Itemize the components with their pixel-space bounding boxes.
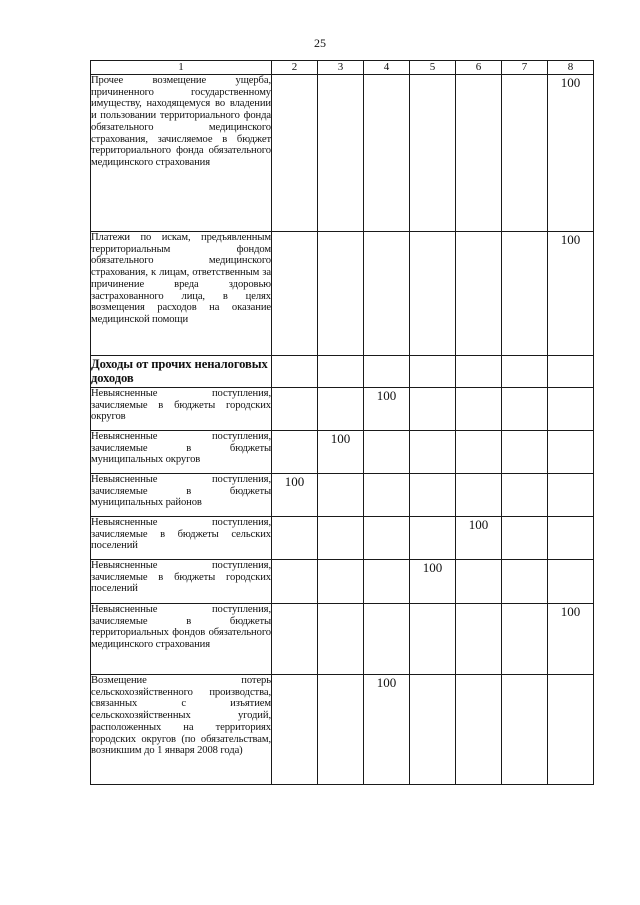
share-cell <box>272 388 318 431</box>
share-cell <box>502 675 548 785</box>
share-cell: 100 <box>548 75 594 232</box>
table-row <box>91 232 594 356</box>
share-cell <box>364 75 410 232</box>
share-cell <box>548 675 594 785</box>
share-cell: 100 <box>364 675 410 785</box>
share-cell <box>502 604 548 675</box>
share-cell <box>364 604 410 675</box>
revenue-description: Невыясненные поступления, зачисляемые в бюджеты муниципальных районов <box>91 474 272 517</box>
share-cell <box>502 431 548 474</box>
revenue-description: Прочее возмещение ущерба, причиненного государственному имуществу, находящемуся во владении и пользовании территориального фонда обязательного медицинского страхования, зачисляемое в бюджет территориального фонда обязательного медицинского страхования <box>91 75 272 232</box>
share-cell <box>410 675 456 785</box>
share-cell <box>456 675 502 785</box>
share-cell <box>318 356 364 388</box>
share-cell: 100 <box>318 431 364 474</box>
share-cell <box>410 232 456 356</box>
column-header: 7 <box>502 61 548 75</box>
share-cell <box>318 560 364 604</box>
column-header: 4 <box>364 61 410 75</box>
share-cell <box>318 517 364 560</box>
share-cell <box>456 604 502 675</box>
table-row <box>91 604 594 675</box>
share-cell <box>548 474 594 517</box>
share-cell <box>502 474 548 517</box>
share-cell <box>318 675 364 785</box>
share-cell <box>272 75 318 232</box>
share-cell <box>548 388 594 431</box>
share-cell: 100 <box>456 517 502 560</box>
column-header: 3 <box>318 61 364 75</box>
share-cell <box>548 356 594 388</box>
share-cell <box>410 474 456 517</box>
share-cell <box>318 75 364 232</box>
share-cell <box>272 356 318 388</box>
table-row <box>91 388 594 431</box>
share-cell <box>456 560 502 604</box>
table-row <box>91 517 594 560</box>
revenue-description: Возмещение потерь сельскохозяйственного производства, связанных с изъятием сельскохозяйственных угодий, расположенных на территориях городских округов (по обязательствам, возникшим до 1 января 2008 года) <box>91 675 272 785</box>
revenue-distribution-table <box>90 60 594 785</box>
table-row <box>91 560 594 604</box>
revenue-description: Невыясненные поступления, зачисляемые в бюджеты сельских поселений <box>91 517 272 560</box>
share-cell <box>364 560 410 604</box>
share-cell <box>410 517 456 560</box>
share-cell: 100 <box>364 388 410 431</box>
share-cell <box>318 232 364 356</box>
share-cell <box>502 232 548 356</box>
share-cell <box>410 388 456 431</box>
share-cell <box>410 604 456 675</box>
share-cell <box>502 75 548 232</box>
revenue-description: Платежи по искам, предъявленным территориальным фондом обязательного медицинского страхования, к лицам, ответственным за причинение вреда здоровью застрахованного лица, в целях возмещения расходов на оказание медицинской помощи <box>91 232 272 356</box>
share-cell <box>364 356 410 388</box>
share-cell <box>410 356 456 388</box>
column-header: 6 <box>456 61 502 75</box>
share-cell <box>502 356 548 388</box>
share-cell: 100 <box>272 474 318 517</box>
column-header: 5 <box>410 61 456 75</box>
share-cell <box>502 560 548 604</box>
share-cell <box>318 604 364 675</box>
table-row <box>91 75 594 232</box>
share-cell <box>456 474 502 517</box>
share-cell <box>364 474 410 517</box>
share-cell <box>456 431 502 474</box>
share-cell <box>410 75 456 232</box>
share-cell <box>548 560 594 604</box>
revenue-description: Невыясненные поступления, зачисляемые в бюджеты городских округов <box>91 388 272 431</box>
share-cell <box>272 604 318 675</box>
share-cell <box>456 232 502 356</box>
column-header: 2 <box>272 61 318 75</box>
share-cell <box>318 388 364 431</box>
share-cell: 100 <box>410 560 456 604</box>
share-cell <box>272 675 318 785</box>
revenue-description: Невыясненные поступления, зачисляемые в бюджеты муниципальных округов <box>91 431 272 474</box>
share-cell <box>410 431 456 474</box>
section-heading-row <box>91 356 594 388</box>
share-cell <box>272 517 318 560</box>
share-cell <box>272 232 318 356</box>
share-cell <box>364 431 410 474</box>
table-header-row <box>91 61 594 75</box>
share-cell <box>456 356 502 388</box>
share-cell <box>548 431 594 474</box>
share-cell <box>456 75 502 232</box>
page-number: 25 <box>314 36 326 50</box>
share-cell <box>272 560 318 604</box>
share-cell: 100 <box>548 232 594 356</box>
share-cell <box>364 517 410 560</box>
share-cell <box>548 517 594 560</box>
revenue-description: Невыясненные поступления, зачисляемые в бюджеты территориальных фондов обязательного медицинского страхования <box>91 604 272 675</box>
column-header: 8 <box>548 61 594 75</box>
table-row <box>91 431 594 474</box>
share-cell <box>272 431 318 474</box>
table-row <box>91 474 594 517</box>
revenue-description: Невыясненные поступления, зачисляемые в бюджеты городских поселений <box>91 560 272 604</box>
share-cell <box>456 388 502 431</box>
table-row <box>91 675 594 785</box>
share-cell <box>364 232 410 356</box>
share-cell <box>502 388 548 431</box>
share-cell: 100 <box>548 604 594 675</box>
share-cell <box>318 474 364 517</box>
share-cell <box>502 517 548 560</box>
section-heading: Доходы от прочих неналоговых доходов <box>91 356 272 388</box>
column-header: 1 <box>91 61 272 75</box>
